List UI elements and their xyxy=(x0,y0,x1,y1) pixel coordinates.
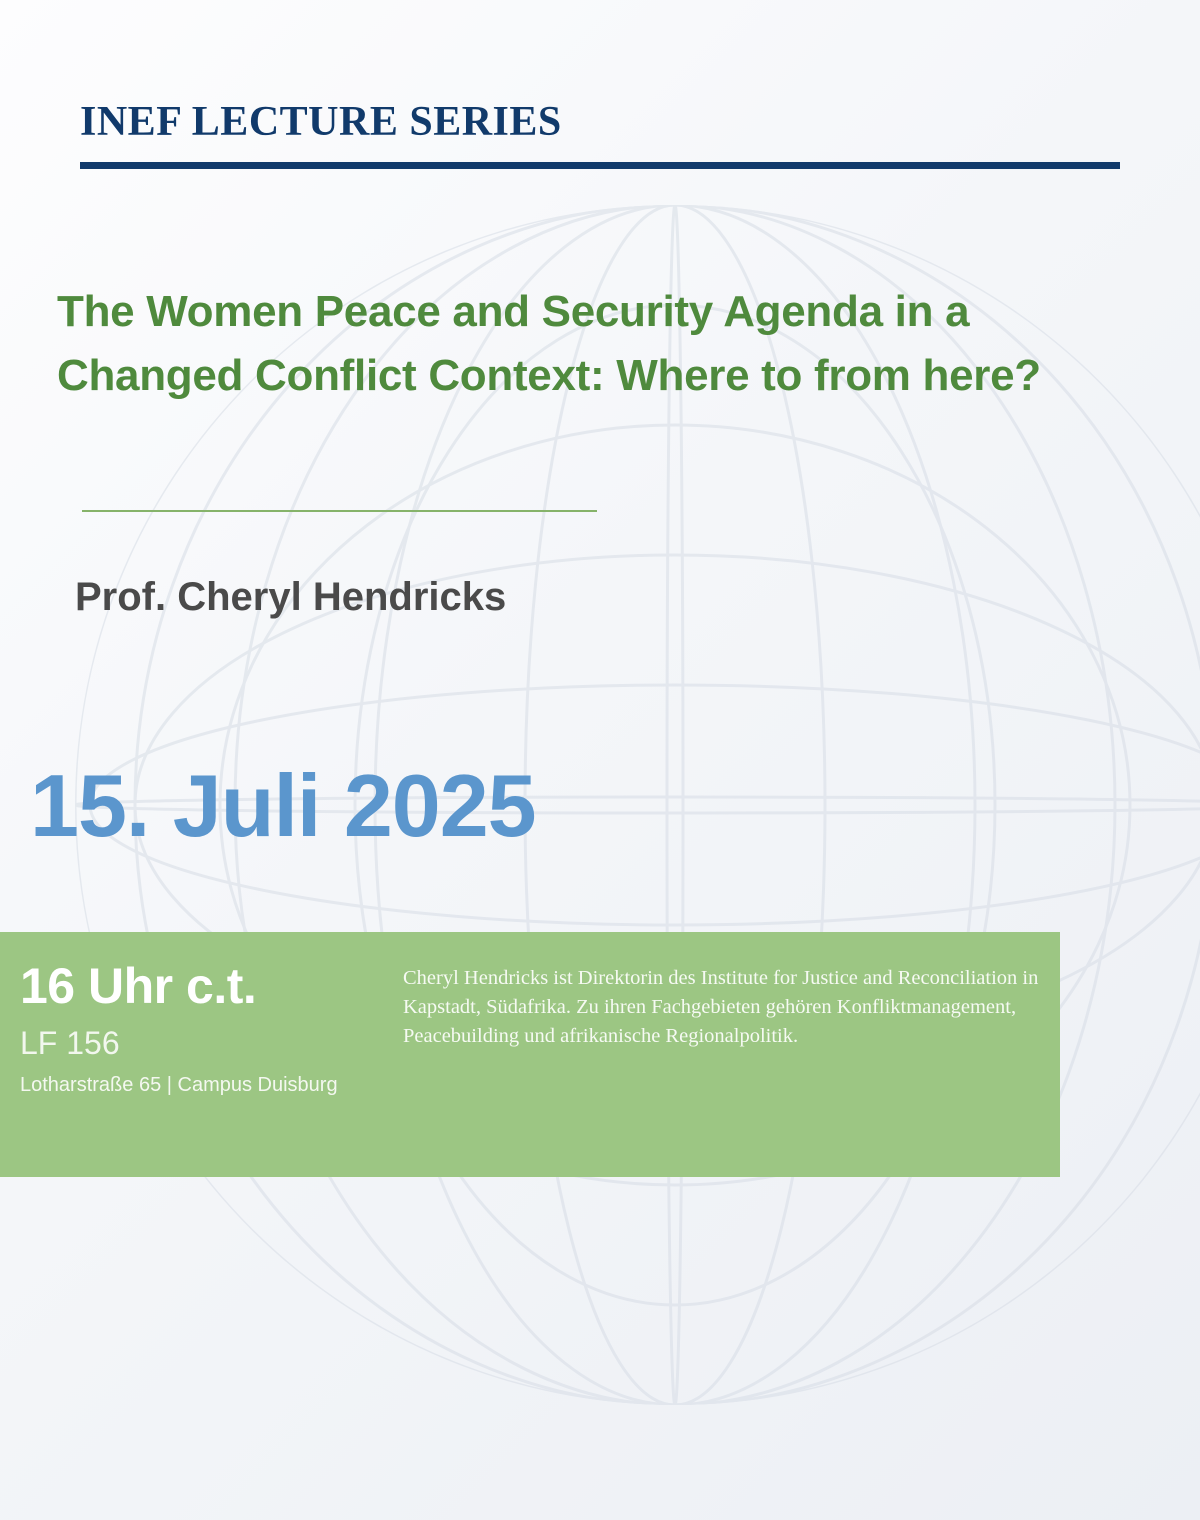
lecture-title: The Women Peace and Security Agenda in a Changed Conflict Context: Where to from here? xyxy=(57,287,1041,400)
title-divider xyxy=(82,510,597,512)
speaker-name: Prof. Cheryl Hendricks xyxy=(75,575,507,619)
lecture-time: 16 Uhr c.t. xyxy=(20,958,257,1014)
speaker-bio: Cheryl Hendricks ist Direktorin des Institute for Justice and Reconciliation in Kapstadt, Südafrika. Zu ihren Fachgebieten gehören Konfliktmanagement, Peacebuilding und afrikanische Regionalpolitik. xyxy=(403,967,1039,1048)
lecture-room: LF 156 xyxy=(20,1024,120,1061)
lecture-date: 15. Juli 2025 xyxy=(30,756,536,855)
details-left-column xyxy=(20,960,380,1097)
poster-header xyxy=(80,100,1120,169)
series-title: INEF LECTURE SERIES xyxy=(80,99,562,145)
details-band xyxy=(0,932,1060,1177)
header-divider xyxy=(80,162,1120,169)
lecture-address: Lotharstraße 65 | Campus Duisburg xyxy=(20,1073,338,1096)
